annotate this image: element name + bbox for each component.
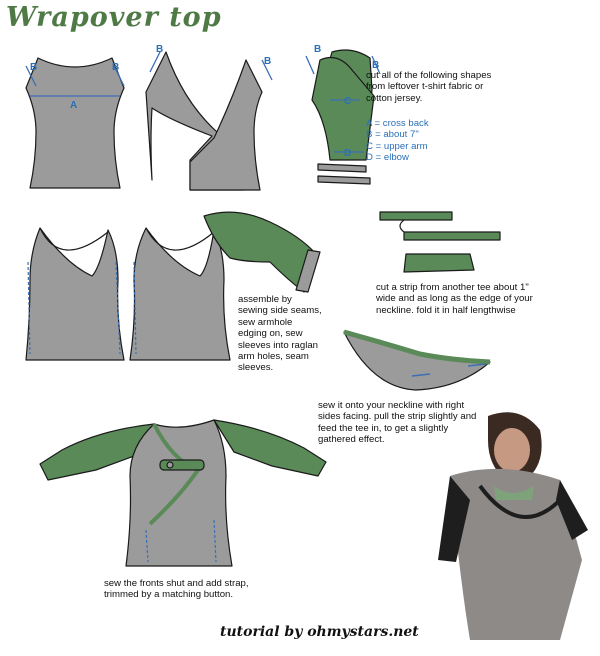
label-b-back-left: B <box>30 62 38 73</box>
measure-b-sleeve-left <box>306 56 314 74</box>
label-a-back: A <box>70 100 78 111</box>
assembled-top-1 <box>26 228 124 360</box>
label-b-front-left: B <box>156 44 164 55</box>
legend-d: D = elbow <box>366 152 409 164</box>
strip-folded <box>404 254 474 272</box>
page-title: Wrapover top <box>6 2 222 33</box>
assembled-top-2 <box>130 228 230 360</box>
step1-text: cut all of the following shapes from leftover t-shirt fabric or cotton jersey. <box>366 70 492 104</box>
step3-text: cut a strip from another tee about 1" wide and as long as the edge of your neckline. fold it in half lengthwise <box>376 282 533 316</box>
step5-text: sew the fronts shut and add strap, trimmed by a matching button. <box>104 578 249 601</box>
finished-sleeve-right <box>214 420 326 476</box>
button <box>167 462 173 468</box>
strip-curl <box>400 220 404 232</box>
label-b-front-right: B <box>264 56 272 67</box>
label-b-back-right: B <box>112 62 120 73</box>
cuff-piece-2 <box>318 176 370 184</box>
back-pattern-piece <box>26 58 124 188</box>
label-d-sleeve: D <box>344 148 352 159</box>
legend-b: B = about 7" <box>366 129 419 141</box>
credit-text: tutorial by ohmystars.net <box>220 624 419 640</box>
legend <box>366 118 429 164</box>
legend-c: C = upper arm <box>366 140 428 152</box>
strip-coil <box>380 212 500 240</box>
step4-text: sew it onto your neckline with right sides facing. pull the strip slightly and feed the tee in, to get a slightly gathered effect. <box>318 400 477 446</box>
step2-text: assemble by sewing side seams, sew armhole edging on, sew sleeves into raglan arm holes, seam sleeves. <box>238 294 322 374</box>
label-b-sleeve-left: B <box>314 44 322 55</box>
cuff-piece-1 <box>318 164 366 172</box>
label-b-sleeve-right: B <box>372 60 380 71</box>
legend-a: A = cross back <box>366 118 429 129</box>
label-c-sleeve: C <box>344 96 352 107</box>
